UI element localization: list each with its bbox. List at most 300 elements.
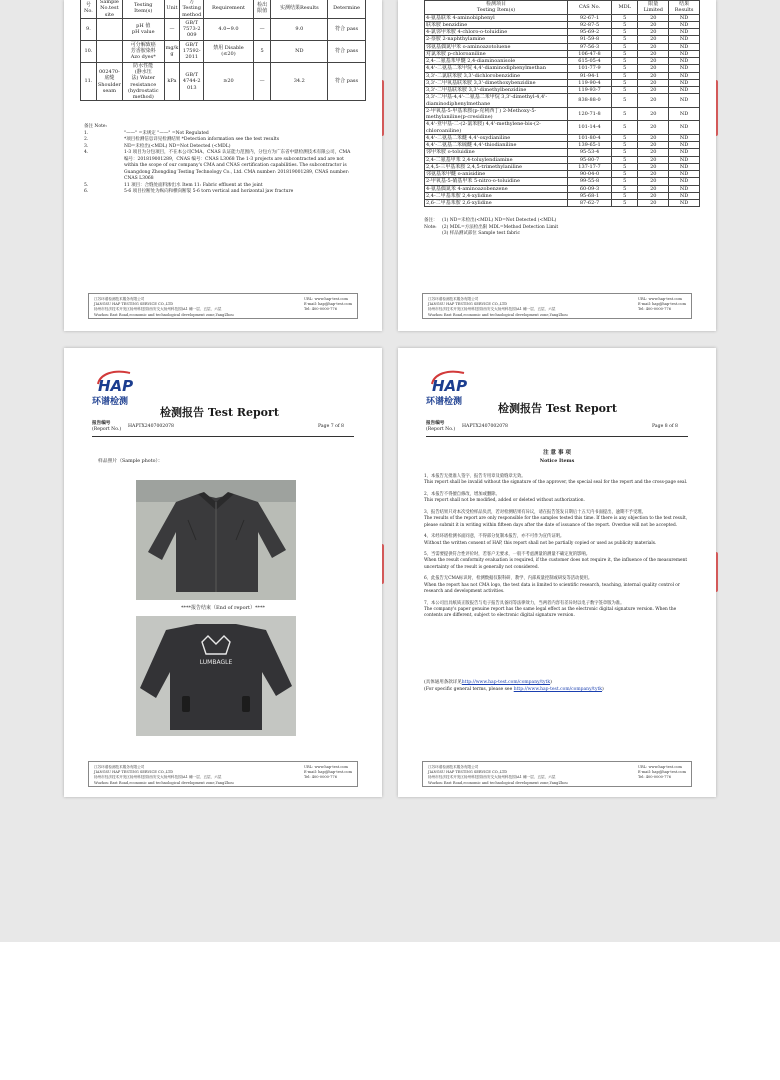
table-cell-site xyxy=(96,18,122,40)
notice-item xyxy=(424,552,694,571)
table-cell: 97-56-3 xyxy=(568,43,612,50)
table-cell-method: GB/T 7573-2 009 xyxy=(180,18,204,40)
table-cell-no: 9. xyxy=(81,18,97,40)
cross-page-seal xyxy=(710,80,718,136)
footer-company-en: JIANGSU HAP TESTING SERVICE CO.,LTD xyxy=(428,302,508,307)
table-cell-no: 11. xyxy=(81,62,97,101)
table-cell: 20 xyxy=(638,163,669,170)
table-cell: ND xyxy=(669,65,700,72)
table-cell: 2-萘胺 2-naphthylamine xyxy=(425,36,568,43)
notice-item-zh: 4、未经环谱检测书面同意，不得部分复制本报告，亦不可作为宣传证明。 xyxy=(424,534,565,540)
page-footer xyxy=(422,293,692,319)
table-cell: ND xyxy=(669,50,700,57)
table-row xyxy=(425,192,700,199)
table-cell: ND xyxy=(669,72,700,79)
footer-address-en: Wuzhou East Road,economic and technological development zone,YangZhou xyxy=(94,780,234,785)
table-cell: 5 xyxy=(612,163,638,170)
header-cell: 检测项目 Testing Item(s) xyxy=(425,1,568,15)
table-cell: 20 xyxy=(638,21,669,28)
table-cell: 5 xyxy=(612,21,638,28)
table-cell: 5 xyxy=(612,72,638,79)
header-divider xyxy=(426,436,688,437)
table-cell: 5 xyxy=(612,178,638,185)
hap-logo xyxy=(92,368,140,410)
table-row xyxy=(425,142,700,149)
table-cell: ND xyxy=(669,171,700,178)
cross-page-seal xyxy=(376,544,384,584)
table-cell-result: ND xyxy=(271,40,328,62)
notice-item-en: The company's paper genuine report has the same legal effect as the electronic digital signature version. When the contents are different, subject to electronic digital signature version. xyxy=(424,607,677,619)
table-cell: 615-05-4 xyxy=(568,58,612,65)
table-cell: 20 xyxy=(638,107,669,121)
table-row xyxy=(425,58,700,65)
note-number xyxy=(424,231,442,238)
table-cell: 2,4-二氨基甲苯 2,4-toluylendiamine xyxy=(425,156,568,163)
table-cell: ND xyxy=(669,163,700,170)
table-cell: 99-55-8 xyxy=(568,178,612,185)
table-cell: ND xyxy=(669,178,700,185)
table-cell: 20 xyxy=(638,43,669,50)
table-row xyxy=(425,178,700,185)
header-cell: MDL xyxy=(612,1,638,15)
logo-name: 环谱检测 xyxy=(426,397,463,407)
end-of-report: ****报告结束（End of report）**** xyxy=(180,605,266,611)
terms-link[interactable]: http://www.hap-test.com/company/tytk xyxy=(513,686,603,692)
table-row xyxy=(425,163,700,170)
report-number: HAPTX2407002078 xyxy=(128,424,174,429)
note-row xyxy=(424,231,694,238)
table-row xyxy=(81,40,366,62)
header-cell: 实测结果Results xyxy=(271,0,328,18)
table-cell: 101-77-9 xyxy=(568,65,612,72)
table-cell: 邻氨基苯甲醚 o-anisidine xyxy=(425,171,568,178)
notice-item xyxy=(424,534,694,547)
notes-heading: 备注 Note: xyxy=(84,124,108,129)
table-cell: 联苯胺 benzidine xyxy=(425,21,568,28)
table-cell: 95-80-7 xyxy=(568,156,612,163)
table-cell: 20 xyxy=(638,142,669,149)
cross-page-seal xyxy=(376,80,384,136)
note-text: 11 项目：合缝处面料渗出水 Item 11: Fabric effluent at the joint xyxy=(124,182,263,188)
table-cell: 4-氨基偶氮苯 4-aminoazobenzene xyxy=(425,185,568,192)
footer-address-zh: 扬州市经济技术开发区扬州科技园(西安交大扬州科技园)A1 幢一层、五层、六层 xyxy=(428,775,556,780)
table-cell-limit: — xyxy=(253,18,271,40)
report-page-notice-items xyxy=(398,348,716,797)
note-text: (1) ND=未检出(<MDL) ND=Not Detected (<MDL) xyxy=(442,218,557,223)
table-cell-limit: — xyxy=(253,62,271,101)
note-number: 6. xyxy=(84,189,89,195)
table-cell: 20 xyxy=(638,171,669,178)
table-cell: 5 xyxy=(612,65,638,72)
table-cell: 20 xyxy=(638,156,669,163)
notice-list xyxy=(424,474,694,625)
logo-name: 环谱检测 xyxy=(92,397,129,407)
table-cell: 92-87-5 xyxy=(568,21,612,28)
footer-email: E-mail: hap@hap-test.com xyxy=(303,302,352,307)
table-cell: 5 xyxy=(612,192,638,199)
notice-item-en: When the report has not CMA logo, the test data is limited to scientific research, teaching, internal quality control or research and development activities. xyxy=(424,582,680,595)
table-cell: 20 xyxy=(638,200,669,207)
report-page-sample-photos xyxy=(64,348,382,797)
footer-address-zh: 扬州市经济技术开发区扬州科技园(西安交大扬州科技园)A1 幢一层、五层、六层 xyxy=(428,307,556,312)
table-cell: 5 xyxy=(612,87,638,94)
table-cell-site: 002470- 底缝 Shoulder seam xyxy=(96,62,122,101)
footer-address-en: Wuzhou East Road,economic and technological development zone,YangZhou xyxy=(428,312,568,317)
table-cell-method: GB/T 4744-2 013 xyxy=(180,62,204,101)
table-cell: 5 xyxy=(612,171,638,178)
table-cell: 4,4'-二氨基二苯醚 4,4'-oxydianiline xyxy=(425,134,568,141)
table-cell: 5 xyxy=(612,79,638,86)
table-cell: 87-62-7 xyxy=(568,200,612,207)
table-row xyxy=(425,29,700,36)
table-cell: 91-94-1 xyxy=(568,72,612,79)
table-cell: 101-80-4 xyxy=(568,134,612,141)
table-cell: 90-04-0 xyxy=(568,171,612,178)
note-number: Note: xyxy=(424,224,437,230)
table-cell: 邻甲苯胺 o-toluidine xyxy=(425,149,568,156)
table-cell: 2,4,5-三甲基苯胺 2,4,5-trimethylaniline xyxy=(425,163,568,170)
table-cell-item: pH 值 pH value xyxy=(122,18,164,40)
header-cell: 结果 Results xyxy=(669,1,700,15)
table-cell-det: 符合 pass xyxy=(328,18,366,40)
header-cell: Sample No.test site xyxy=(96,0,122,18)
header-cell: Unit xyxy=(164,0,180,18)
table-cell: ND xyxy=(669,134,700,141)
table-cell-no: 10. xyxy=(81,40,97,62)
table-cell: 20 xyxy=(638,65,669,72)
note-row xyxy=(84,150,354,183)
header-cell: 方 Testing method xyxy=(180,0,204,18)
table-cell: 20 xyxy=(638,72,669,79)
table-cell-req: ≥20 xyxy=(204,62,254,101)
table-row xyxy=(425,156,700,163)
hap-logo-icon xyxy=(92,368,140,394)
notice-item xyxy=(424,474,694,487)
table-cell: 5 xyxy=(612,107,638,121)
footer-company-zh: 江苏环谱检测技术服务有限公司 xyxy=(428,765,479,769)
notice-item-en: The results of the report are only responsible for the samples tested this time. If there is any objection to the test result, please submit it in writing within fifteen days after the date of issuance of the report. Overdue will not be accepted. xyxy=(424,516,688,528)
table-cell: ND xyxy=(669,21,700,28)
table-cell: 5 xyxy=(612,50,638,57)
note-text: (2) MDL=方法检出限 MDL=Method Detection Limit xyxy=(442,224,559,230)
jacket-back-photo xyxy=(136,616,296,736)
table-cell: 4,4'-二氨基二苯甲烷 4,4'-diaminodiphenylmethan xyxy=(425,65,568,72)
table-cell-item: 可分解致癌 芳香胺染料 Azo dyes* xyxy=(122,40,164,62)
table-cell-det: 符合 pass xyxy=(328,62,366,101)
table-header-row xyxy=(425,1,700,15)
notice-item-zh: 2、本报告不得擅自修改、增加或删除。 xyxy=(424,491,500,497)
page-footer xyxy=(88,761,358,787)
table-cell: 20 xyxy=(638,87,669,94)
footer-tel: Tel: 400-0000-776 xyxy=(303,307,338,312)
notice-title-en: Notice Items xyxy=(539,458,575,464)
table-cell: ND xyxy=(669,43,700,50)
footer-company-zh: 江苏环谱检测技术服务有限公司 xyxy=(94,765,145,769)
note-number: 备注： xyxy=(424,218,438,223)
table-row xyxy=(425,185,700,192)
note-row xyxy=(84,189,354,196)
table-cell: ND xyxy=(669,149,700,156)
table-row xyxy=(425,50,700,57)
note-number: 3. xyxy=(84,143,89,149)
table-cell-unit: — xyxy=(164,18,180,40)
jacket-brand-print: LUMBAGLE xyxy=(199,659,233,666)
page-footer xyxy=(422,761,692,787)
table-cell: 5 xyxy=(612,94,638,108)
table-row xyxy=(425,65,700,72)
footer-address-zh: 扬州市经济技术开发区扬州科技园(西安交大扬州科技园)A1 幢一层、五层、六层 xyxy=(94,775,222,780)
footer-url: URL: www.hap-test.com xyxy=(637,297,682,301)
table-cell: 20 xyxy=(638,185,669,192)
table-cell-result: 34.2 xyxy=(271,62,328,101)
table-cell: ND xyxy=(669,200,700,207)
table-cell: 4-氯邻甲苯胺 4-chloro-o-toluidine xyxy=(425,29,568,36)
table-row xyxy=(425,21,700,28)
footer-address-en: Wuzhou East Road,economic and technological development zone,YangZhou xyxy=(94,312,234,317)
table-cell: 20 xyxy=(638,192,669,199)
notice-item-zh: 6、此报告无CMA标识时，检测数据仅限科研、教学、内部质量控制或研发等活动使用。 xyxy=(424,576,593,582)
page-footer xyxy=(88,293,358,319)
header-cell: 号 No. xyxy=(81,0,97,18)
header-cell: Testing Item(s) xyxy=(122,0,164,18)
table-cell: 20 xyxy=(638,134,669,141)
footer-url: URL: www.hap-test.com xyxy=(303,765,348,769)
table-cell: ND xyxy=(669,14,700,21)
table-cell: 106-47-8 xyxy=(568,50,612,57)
table-cell: 20 xyxy=(638,178,669,185)
terms-link[interactable]: http://www.hap-test.com/company/tytk xyxy=(461,680,551,685)
notice-item-en: This report shall not be modified, added or deleted without authorization. xyxy=(424,498,585,504)
table-row xyxy=(425,94,700,108)
table-cell: 5 xyxy=(612,200,638,207)
table-cell: 4,4'-二氨基二苯硫醚 4,4'-thiodianiline xyxy=(425,142,568,149)
table-cell: 20 xyxy=(638,58,669,65)
table-row xyxy=(425,121,700,135)
notice-item xyxy=(424,576,694,595)
notice-item-zh: 3、报告结果只对本次受检样品负责，若对检测结果有异议，请在报告签发日期后十五天内书面提出，逾期不予受理。 xyxy=(424,509,646,515)
table-cell: 2,6-二甲基苯胺 2,6-xylidine xyxy=(425,200,568,207)
note-number: 1. xyxy=(84,130,89,136)
header-divider xyxy=(92,436,354,437)
page-number: Page 8 of 8 xyxy=(652,424,678,429)
table-row xyxy=(425,43,700,50)
footer-company-en: JIANGSU HAP TESTING SERVICE CO.,LTD xyxy=(94,770,174,775)
hap-logo xyxy=(426,368,474,410)
table-cell: 120-71-8 xyxy=(568,107,612,121)
table-cell: 137-17-7 xyxy=(568,163,612,170)
footer-email: E-mail: hap@hap-test.com xyxy=(303,770,352,775)
footer-email: E-mail: hap@hap-test.com xyxy=(637,770,686,775)
table-cell: ND xyxy=(669,79,700,86)
table-cell: 20 xyxy=(638,36,669,43)
footer-company-zh: 江苏环谱检测技术服务有限公司 xyxy=(428,297,479,301)
report-no-label: 报告编号 (Report No.) xyxy=(92,421,122,433)
notice-item-zh: 1、本报告无批准人签字、报告专用章及骑缝章无效。 xyxy=(424,474,526,479)
table-cell-limit: 5 xyxy=(253,40,271,62)
table-row xyxy=(425,107,700,121)
table-cell-site xyxy=(96,40,122,62)
table-cell: 20 xyxy=(638,29,669,36)
table-cell: 91-59-8 xyxy=(568,36,612,43)
header-cell: Determine xyxy=(328,0,366,18)
table-cell: 20 xyxy=(638,14,669,21)
table-cell: 4,4'-亚甲基-二-(2-氯苯胺) 4,4'-methylene-bis-(2-chloroaniline) xyxy=(425,121,568,135)
table-cell: ND xyxy=(669,58,700,65)
notice-item xyxy=(424,510,694,529)
note-text: ND=未检出(<MDL) ND=Not Detected (<MDL) xyxy=(124,143,231,149)
table-cell: 119-93-7 xyxy=(568,87,612,94)
table-cell: ND xyxy=(669,192,700,199)
footer-url: URL: www.hap-test.com xyxy=(637,765,682,769)
table-cell: 5 xyxy=(612,58,638,65)
table-cell-req: 4.0~9.0 xyxy=(204,18,254,40)
note-text: *项目检测信息详见检测结果 *Detection information see the test results xyxy=(124,137,280,143)
table-cell: 邻氨基偶氮甲苯 o-aminoazotoluene xyxy=(425,43,568,50)
table-row xyxy=(425,72,700,79)
table-cell: 20 xyxy=(638,149,669,156)
table-cell: 20 xyxy=(638,50,669,57)
table-cell: 5 xyxy=(612,142,638,149)
logo-abbr: HAP xyxy=(98,377,134,394)
table-cell: 5 xyxy=(612,156,638,163)
table-cell: 5 xyxy=(612,134,638,141)
table-row xyxy=(425,14,700,21)
table-cell: 5 xyxy=(612,43,638,50)
footer-email: E-mail: hap@hap-test.com xyxy=(637,302,686,307)
table-cell: 838-88-0 xyxy=(568,94,612,108)
table-row xyxy=(425,171,700,178)
note-number: 4. xyxy=(84,150,89,156)
table-cell-method: GB/T 17592- 2011 xyxy=(180,40,204,62)
table-cell-det: 符合 pass xyxy=(328,40,366,62)
photo-label: 样品照片（Sample photo）： xyxy=(98,459,163,464)
notes-block xyxy=(424,218,694,238)
table-cell: 5 xyxy=(612,36,638,43)
note-number: 2. xyxy=(84,137,89,143)
results-table xyxy=(80,0,366,101)
table-cell: 95-68-1 xyxy=(568,192,612,199)
footer-tel: Tel: 400-0000-776 xyxy=(637,307,672,312)
footer-company-en: JIANGSU HAP TESTING SERVICE CO.,LTD xyxy=(94,302,174,307)
table-row xyxy=(425,134,700,141)
table-row xyxy=(425,149,700,156)
notice-item-en: Without the written consent of HAP, this report shall not be partially copied or used as publicity materials. xyxy=(424,540,657,546)
table-cell: ND xyxy=(669,29,700,36)
table-cell: 3,3'-二甲氧基联苯胺 3,3'-dimethoxybenzidine xyxy=(425,79,568,86)
table-cell: ND xyxy=(669,121,700,135)
notice-item-en: This report shall be invalid without the signature of the approver, the special seal for the report and the cross-page seal. xyxy=(424,480,688,486)
table-cell: 2-甲氧基-5-甲基苯胺(p-克利西丁) 2-Methoxy-5-methylaniline(p-cresidine) xyxy=(425,107,568,121)
notice-title-zh: 注 意 事 项 xyxy=(543,450,571,456)
table-cell: 95-53-4 xyxy=(568,149,612,156)
table-cell-unit: kPa xyxy=(164,62,180,101)
table-cell: 5 xyxy=(612,149,638,156)
note-text: 1-3 项目为分包项目，不在本公司CMA、CNAS 认证能力范围内，分包方为广东省中鼎检测技术有限公司，CMA 编号：201819001289，CNAS 编号：CNAS L3068 The 1-3 projects are subcontracted and are not within the scope of our company's CMA and CNAS certification capabilities. The subcontractor is Guangdong Zhongding Testing Technology Co., Ltd. CMA number: 201819001289, CNAS number: CNAS L3068 xyxy=(124,150,351,182)
table-cell: 5 xyxy=(612,29,638,36)
header-cell: Requirement xyxy=(204,0,254,18)
note-number: 5. xyxy=(84,182,89,188)
table-cell-item: 防水性能 (静水压 法) Water resistance (hydrostatic method) xyxy=(122,62,164,101)
table-cell: 2,4-二甲基苯胺 2,4-xylidine xyxy=(425,192,568,199)
table-cell: 119-90-4 xyxy=(568,79,612,86)
table-cell: 3,3'-二甲基联苯胺 3,3'-dimethylbenzidine xyxy=(425,87,568,94)
report-number: HAPTX2407002078 xyxy=(462,424,508,429)
report-no-label: 报告编号 (Report No.) xyxy=(426,421,456,433)
notice-item-en: When the result conformity evaluation is required, if the customer does not require it, the influence of the measurement uncertainty of the result is generally not considered. xyxy=(424,558,688,570)
footer-tel: Tel: 400-0000-776 xyxy=(637,775,672,780)
report-title: 检测报告 Test Report xyxy=(498,402,617,415)
note-text: 5-6 项目拉断处为纵向和横向断裂 5-6 torn vertical and horizontal jaw fracture xyxy=(124,189,294,195)
table-row xyxy=(81,18,366,40)
table-cell: ND xyxy=(669,156,700,163)
table-cell: 2-甲氧基-5-硝基甲苯 5-nitro-o-toluidine xyxy=(425,178,568,185)
general-terms: (具体通用条款详见http://www.hap-test.com/company/tytk) (For specific general terms, please see http://www.hap-test.com/company/tytk) xyxy=(424,680,604,692)
footer-url: URL: www.hap-test.com xyxy=(303,297,348,301)
footer-company-en: JIANGSU HAP TESTING SERVICE CO.,LTD xyxy=(428,770,508,775)
table-cell: 3,3'-二甲基-4,4'-二氨基二苯甲烷 3,3'-dimethyl-4,4'-diaminodiphenylmethane xyxy=(425,94,568,108)
table-row xyxy=(425,87,700,94)
table-cell: ND xyxy=(669,142,700,149)
header-cell: 限量 Limited xyxy=(638,1,669,15)
table-cell: 20 xyxy=(638,79,669,86)
footer-company-zh: 江苏环谱检测技术服务有限公司 xyxy=(94,297,145,301)
table-cell: ND xyxy=(669,107,700,121)
report-page-amine-results xyxy=(398,0,716,331)
table-cell: 3,3'-二氯联苯胺 3,3'-dichlorobenzidine xyxy=(425,72,568,79)
notice-item xyxy=(424,492,694,505)
table-cell: 139-65-1 xyxy=(568,142,612,149)
table-cell-unit: mg/k g xyxy=(164,40,180,62)
table-cell: ND xyxy=(669,87,700,94)
jacket-front-photo xyxy=(136,480,296,600)
cross-page-seal xyxy=(710,552,718,592)
hap-logo-icon xyxy=(426,368,474,394)
table-row xyxy=(425,79,700,86)
report-title: 检测报告 Test Report xyxy=(160,406,279,419)
note-text: "——" =未规定 "——" =Not Regulated xyxy=(124,130,209,136)
report-page-azo-results xyxy=(64,0,382,331)
table-cell: 101-14-4 xyxy=(568,121,612,135)
table-cell: 5 xyxy=(612,14,638,21)
table-row xyxy=(425,200,700,207)
header-cell: CAS No. xyxy=(568,1,612,15)
footer-address-zh: 扬州市经济技术开发区扬州科技园(西安交大扬州科技园)A1 幢一层、五层、六层 xyxy=(94,307,222,312)
table-cell: 20 xyxy=(638,121,669,135)
table-cell: 95-69-2 xyxy=(568,29,612,36)
table-row xyxy=(425,36,700,43)
table-cell: 92-67-1 xyxy=(568,14,612,21)
table-cell: 5 xyxy=(612,185,638,192)
note-text: (3) 样品测试部位 Sample test fabric xyxy=(442,231,521,237)
amine-table xyxy=(424,0,700,207)
page-number: Page 7 of 8 xyxy=(318,424,344,429)
table-cell: 2,4-二氨基苯甲醚 2,4-diaminoanisole xyxy=(425,58,568,65)
table-cell: 4-氨基联苯 4-aminobiphenyl xyxy=(425,14,568,21)
notice-item-zh: 7、本公司出具纸质正版报告与电子报告具备同等法律效力，当两者内容有差异时以电子数字签章版为准。 xyxy=(424,600,625,606)
notice-item xyxy=(424,601,694,620)
table-cell: 20 xyxy=(638,94,669,108)
table-cell: ND xyxy=(669,185,700,192)
footer-address-en: Wuzhou East Road,economic and technological development zone,YangZhou xyxy=(428,780,568,785)
header-cell: 检出 限值 xyxy=(253,0,271,18)
table-cell: 5 xyxy=(612,121,638,135)
table-cell: 对氯苯胺 p-chloroaniline xyxy=(425,50,568,57)
notice-item-zh: 5、当需要提供符合性评价时，若客户无要求，一般不考虑测量的测量不确定度的影响。 xyxy=(424,551,591,557)
notes-block xyxy=(84,124,354,196)
table-cell: 60-09-3 xyxy=(568,185,612,192)
table-cell-req: 禁用 Disable (≤20) xyxy=(204,40,254,62)
logo-abbr: HAP xyxy=(432,377,468,394)
